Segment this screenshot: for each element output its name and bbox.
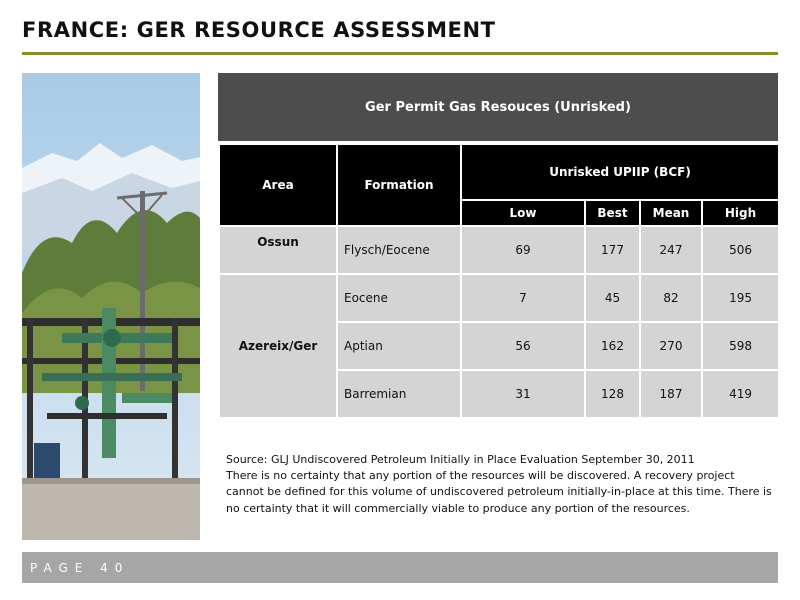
- low-cell: 56: [461, 322, 585, 370]
- mean-cell: 187: [640, 370, 702, 418]
- header-formation: Formation: [337, 144, 461, 226]
- table-row: [219, 274, 779, 322]
- high-cell: 598: [702, 322, 779, 370]
- high-cell: 419: [702, 370, 779, 418]
- formation-cell: Barremian: [337, 370, 461, 418]
- low-cell: 7: [461, 274, 585, 322]
- formation-cell: Eocene: [337, 274, 461, 322]
- mean-cell: 82: [640, 274, 702, 322]
- source-text: Source: GLJ Undiscovered Petroleum Initially in Place Evaluation September 30, 2011: [226, 453, 695, 466]
- page-number: PAGE 40: [30, 561, 130, 575]
- low-cell: 69: [461, 226, 585, 274]
- resources-table: [218, 143, 780, 419]
- source-footnote: [226, 452, 774, 517]
- table-caption: Ger Permit Gas Resouces (Unrisked): [218, 73, 778, 141]
- mean-cell: 247: [640, 226, 702, 274]
- header-high: High: [702, 200, 779, 226]
- best-cell: 45: [585, 274, 640, 322]
- page-title: FRANCE: GER RESOURCE ASSESSMENT: [22, 18, 496, 42]
- high-cell: 506: [702, 226, 779, 274]
- title-divider: [22, 52, 778, 55]
- area-cell: Azereix/Ger: [219, 274, 337, 418]
- header-mean: Mean: [640, 200, 702, 226]
- header-best: Best: [585, 200, 640, 226]
- best-cell: 177: [585, 226, 640, 274]
- mean-cell: 270: [640, 322, 702, 370]
- high-cell: 195: [702, 274, 779, 322]
- wellsite-photo: [22, 73, 200, 540]
- header-upiip-group: Unrisked UPIIP (BCF): [461, 144, 779, 200]
- area-cell: Ossun: [219, 226, 337, 274]
- header-low: Low: [461, 200, 585, 226]
- header-area: Area: [219, 144, 337, 226]
- table-row: [219, 226, 779, 274]
- disclaimer-text: There is no certainty that any portion of the resources will be discovered. A recovery project cannot be defined for this volume of undiscovered petroleum initially-in-place at this time. There is no certainty that it will commercially viable to produce any portion of the resources.: [226, 469, 772, 515]
- footer-bar: [22, 552, 778, 583]
- low-cell: 31: [461, 370, 585, 418]
- best-cell: 128: [585, 370, 640, 418]
- best-cell: 162: [585, 322, 640, 370]
- formation-cell: Flysch/Eocene: [337, 226, 461, 274]
- formation-cell: Aptian: [337, 322, 461, 370]
